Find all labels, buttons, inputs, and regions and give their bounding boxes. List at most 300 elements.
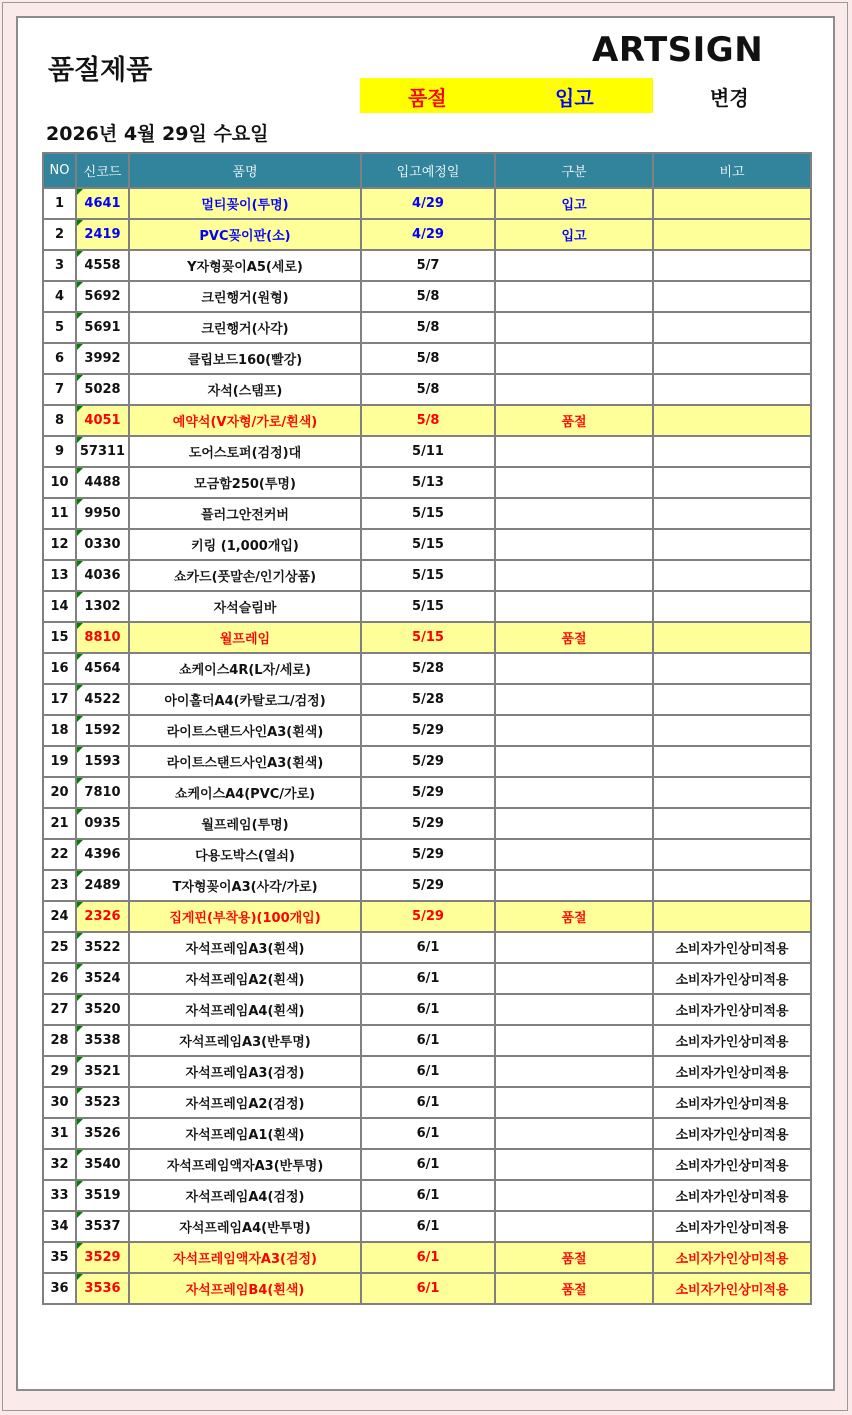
status-type[interactable] bbox=[495, 1180, 653, 1211]
restock-date[interactable]: 5/29 bbox=[361, 777, 495, 808]
restock-date[interactable]: 5/29 bbox=[361, 870, 495, 901]
table-row bbox=[43, 281, 811, 312]
comment-indicator-icon bbox=[77, 437, 83, 443]
product-code[interactable]: 0935 bbox=[76, 808, 129, 839]
row-number[interactable]: 25 bbox=[43, 932, 76, 963]
restock-date[interactable]: 5/8 bbox=[361, 405, 495, 436]
status-type[interactable] bbox=[495, 684, 653, 715]
table-row bbox=[43, 1242, 811, 1273]
product-name[interactable]: 자석프레임A1(흰색) bbox=[129, 1118, 361, 1149]
product-code[interactable]: 3536 bbox=[76, 1273, 129, 1304]
table-row bbox=[43, 436, 811, 467]
row-number[interactable]: 14 bbox=[43, 591, 76, 622]
product-code[interactable]: 3540 bbox=[76, 1149, 129, 1180]
row-number[interactable]: 17 bbox=[43, 684, 76, 715]
table-row bbox=[43, 808, 811, 839]
note-cell[interactable]: 소비자가인상미적용 bbox=[653, 1273, 811, 1304]
product-name[interactable]: 아이홀더A4(카탈로그/검정) bbox=[129, 684, 361, 715]
row-number[interactable]: 2 bbox=[43, 219, 76, 250]
note-cell[interactable] bbox=[653, 374, 811, 405]
table-row bbox=[43, 1056, 811, 1087]
status-type[interactable] bbox=[495, 529, 653, 560]
status-type[interactable] bbox=[495, 560, 653, 591]
restock-date[interactable]: 6/1 bbox=[361, 1273, 495, 1304]
note-cell[interactable]: 소비자가인상미적용 bbox=[653, 932, 811, 963]
product-name[interactable]: 도어스토퍼(검정)대 bbox=[129, 436, 361, 467]
product-name[interactable]: 월프레임 bbox=[129, 622, 361, 653]
restock-date[interactable]: 5/8 bbox=[361, 281, 495, 312]
product-name[interactable]: 월프레임(투명) bbox=[129, 808, 361, 839]
table-row bbox=[43, 188, 811, 219]
row-number[interactable]: 26 bbox=[43, 963, 76, 994]
status-type[interactable] bbox=[495, 250, 653, 281]
column-header: 구분 bbox=[495, 153, 653, 188]
status-type[interactable] bbox=[495, 467, 653, 498]
restock-date[interactable]: 6/1 bbox=[361, 963, 495, 994]
product-code[interactable]: 2326 bbox=[76, 901, 129, 932]
table-row bbox=[43, 1211, 811, 1242]
column-header: 입고예정일 bbox=[361, 153, 495, 188]
restock-date[interactable]: 5/29 bbox=[361, 715, 495, 746]
product-name[interactable]: 예약석(V자형/가로/흰색) bbox=[129, 405, 361, 436]
table-row bbox=[43, 343, 811, 374]
row-number[interactable]: 12 bbox=[43, 529, 76, 560]
table-row bbox=[43, 932, 811, 963]
restock-date[interactable]: 6/1 bbox=[361, 1118, 495, 1149]
row-number[interactable]: 4 bbox=[43, 281, 76, 312]
comment-indicator-icon bbox=[77, 220, 83, 226]
table-row bbox=[43, 653, 811, 684]
comment-indicator-icon bbox=[77, 406, 83, 412]
product-name[interactable]: 쇼카드(풋말손/인기상품) bbox=[129, 560, 361, 591]
soldout-table bbox=[42, 152, 812, 1305]
comment-indicator-icon bbox=[77, 840, 83, 846]
status-type[interactable]: 품절 bbox=[495, 901, 653, 932]
comment-indicator-icon bbox=[77, 902, 83, 908]
restock-date[interactable]: 5/28 bbox=[361, 684, 495, 715]
status-type[interactable] bbox=[495, 343, 653, 374]
product-name[interactable]: 키링 (1,000개입) bbox=[129, 529, 361, 560]
restock-date[interactable]: 5/13 bbox=[361, 467, 495, 498]
table-row bbox=[43, 684, 811, 715]
product-name[interactable]: 자석프레임액자A3(검정) bbox=[129, 1242, 361, 1273]
product-name[interactable]: 자석(스탬프) bbox=[129, 374, 361, 405]
comment-indicator-icon bbox=[77, 1119, 83, 1125]
status-type[interactable]: 품절 bbox=[495, 622, 653, 653]
row-number[interactable]: 3 bbox=[43, 250, 76, 281]
table-row bbox=[43, 901, 811, 932]
restock-date[interactable]: 6/1 bbox=[361, 1149, 495, 1180]
restock-date[interactable]: 5/7 bbox=[361, 250, 495, 281]
comment-indicator-icon bbox=[77, 933, 83, 939]
restock-date[interactable]: 6/1 bbox=[361, 1056, 495, 1087]
row-number[interactable]: 6 bbox=[43, 343, 76, 374]
row-number[interactable]: 23 bbox=[43, 870, 76, 901]
product-code[interactable]: 2419 bbox=[76, 219, 129, 250]
product-name[interactable]: 자석프레임A4(반투명) bbox=[129, 1211, 361, 1242]
comment-indicator-icon bbox=[77, 189, 83, 195]
status-type[interactable]: 입고 bbox=[495, 188, 653, 219]
column-header: NO bbox=[43, 153, 76, 188]
note-cell[interactable] bbox=[653, 436, 811, 467]
row-number[interactable]: 10 bbox=[43, 467, 76, 498]
table-row bbox=[43, 1087, 811, 1118]
restock-date[interactable]: 5/15 bbox=[361, 591, 495, 622]
row-number[interactable]: 16 bbox=[43, 653, 76, 684]
status-type[interactable] bbox=[495, 281, 653, 312]
row-number[interactable]: 24 bbox=[43, 901, 76, 932]
comment-indicator-icon bbox=[77, 964, 83, 970]
note-cell[interactable] bbox=[653, 188, 811, 219]
table-row bbox=[43, 622, 811, 653]
note-cell[interactable] bbox=[653, 219, 811, 250]
row-number[interactable]: 21 bbox=[43, 808, 76, 839]
status-type[interactable] bbox=[495, 839, 653, 870]
product-code[interactable]: 3521 bbox=[76, 1056, 129, 1087]
row-number[interactable]: 20 bbox=[43, 777, 76, 808]
note-cell[interactable] bbox=[653, 653, 811, 684]
restock-date[interactable]: 6/1 bbox=[361, 1180, 495, 1211]
product-name[interactable]: 자석슬림바 bbox=[129, 591, 361, 622]
table-row bbox=[43, 591, 811, 622]
product-name[interactable]: 자석프레임액자A3(반투명) bbox=[129, 1149, 361, 1180]
restock-date[interactable]: 5/15 bbox=[361, 560, 495, 591]
column-header: 품명 bbox=[129, 153, 361, 188]
restock-date[interactable]: 5/29 bbox=[361, 901, 495, 932]
comment-indicator-icon bbox=[77, 1243, 83, 1249]
status-type[interactable] bbox=[495, 715, 653, 746]
table-row bbox=[43, 529, 811, 560]
status-type[interactable] bbox=[495, 1211, 653, 1242]
legend-soldout: 품절 bbox=[408, 86, 447, 110]
restock-date[interactable]: 6/1 bbox=[361, 1087, 495, 1118]
status-type[interactable] bbox=[495, 1087, 653, 1118]
comment-indicator-icon bbox=[77, 592, 83, 598]
row-number[interactable]: 11 bbox=[43, 498, 76, 529]
table-row bbox=[43, 1149, 811, 1180]
product-code[interactable]: 9950 bbox=[76, 498, 129, 529]
header-row bbox=[43, 153, 811, 188]
product-code[interactable]: 3526 bbox=[76, 1118, 129, 1149]
note-cell[interactable] bbox=[653, 622, 811, 653]
product-name[interactable]: 자석프레임A2(검정) bbox=[129, 1087, 361, 1118]
product-name[interactable]: 자석프레임B4(흰색) bbox=[129, 1273, 361, 1304]
product-name[interactable]: 라이트스탠드사인A3(흰색) bbox=[129, 715, 361, 746]
table-row bbox=[43, 219, 811, 250]
product-name[interactable]: 쇼케이스A4(PVC/가로) bbox=[129, 777, 361, 808]
product-code[interactable]: 4396 bbox=[76, 839, 129, 870]
row-number[interactable]: 13 bbox=[43, 560, 76, 591]
product-code[interactable]: 5028 bbox=[76, 374, 129, 405]
product-name[interactable]: 자석프레임A2(흰색) bbox=[129, 963, 361, 994]
row-number[interactable]: 33 bbox=[43, 1180, 76, 1211]
status-type[interactable] bbox=[495, 591, 653, 622]
comment-indicator-icon bbox=[77, 995, 83, 1001]
note-cell[interactable] bbox=[653, 715, 811, 746]
table-row bbox=[43, 312, 811, 343]
comment-indicator-icon bbox=[77, 561, 83, 567]
comment-indicator-icon bbox=[77, 654, 83, 660]
status-type[interactable] bbox=[495, 994, 653, 1025]
note-cell[interactable]: 소비자가인상미적용 bbox=[653, 1242, 811, 1273]
product-name[interactable]: 자석프레임A3(반투명) bbox=[129, 1025, 361, 1056]
note-cell[interactable]: 소비자가인상미적용 bbox=[653, 1180, 811, 1211]
note-cell[interactable]: 소비자가인상미적용 bbox=[653, 994, 811, 1025]
comment-indicator-icon bbox=[77, 1150, 83, 1156]
row-number[interactable]: 28 bbox=[43, 1025, 76, 1056]
product-code[interactable]: 1592 bbox=[76, 715, 129, 746]
row-number[interactable]: 5 bbox=[43, 312, 76, 343]
comment-indicator-icon bbox=[77, 623, 83, 629]
restock-date[interactable]: 5/11 bbox=[361, 436, 495, 467]
product-code[interactable]: 4488 bbox=[76, 467, 129, 498]
row-number[interactable]: 22 bbox=[43, 839, 76, 870]
comment-indicator-icon bbox=[77, 313, 83, 319]
product-code[interactable]: 4641 bbox=[76, 188, 129, 219]
note-cell[interactable] bbox=[653, 343, 811, 374]
row-number[interactable]: 7 bbox=[43, 374, 76, 405]
comment-indicator-icon bbox=[77, 1212, 83, 1218]
product-code[interactable]: 3538 bbox=[76, 1025, 129, 1056]
table-row bbox=[43, 1180, 811, 1211]
note-cell[interactable]: 소비자가인상미적용 bbox=[653, 963, 811, 994]
product-name[interactable]: 클립보드160(빨강) bbox=[129, 343, 361, 374]
legend-restock: 입고 bbox=[555, 86, 594, 110]
column-header: 신코드 bbox=[76, 153, 129, 188]
note-cell[interactable]: 소비자가인상미적용 bbox=[653, 1118, 811, 1149]
report-date: 2026년 4월 29일 수요일 bbox=[46, 123, 269, 145]
brand-logo: ARTSIGN bbox=[592, 30, 764, 70]
product-code[interactable]: 4564 bbox=[76, 653, 129, 684]
note-cell[interactable] bbox=[653, 467, 811, 498]
product-name[interactable]: 자석프레임A3(흰색) bbox=[129, 932, 361, 963]
product-code[interactable]: 57311 bbox=[76, 436, 129, 467]
comment-indicator-icon bbox=[77, 282, 83, 288]
product-code[interactable]: 3519 bbox=[76, 1180, 129, 1211]
restock-date[interactable]: 4/29 bbox=[361, 219, 495, 250]
note-cell[interactable] bbox=[653, 529, 811, 560]
note-cell[interactable] bbox=[653, 498, 811, 529]
product-name[interactable]: PVC꽂이판(소) bbox=[129, 219, 361, 250]
product-name[interactable]: T자형꽂이A3(사각/가로) bbox=[129, 870, 361, 901]
table-row bbox=[43, 963, 811, 994]
product-code[interactable]: 5691 bbox=[76, 312, 129, 343]
status-type[interactable] bbox=[495, 1056, 653, 1087]
product-code[interactable]: 3529 bbox=[76, 1242, 129, 1273]
note-cell[interactable]: 소비자가인상미적용 bbox=[653, 1149, 811, 1180]
column-header: 비고 bbox=[653, 153, 811, 188]
note-cell[interactable]: 소비자가인상미적용 bbox=[653, 1087, 811, 1118]
comment-indicator-icon bbox=[77, 871, 83, 877]
product-code[interactable]: 1593 bbox=[76, 746, 129, 777]
row-number[interactable]: 8 bbox=[43, 405, 76, 436]
restock-date[interactable]: 6/1 bbox=[361, 1211, 495, 1242]
note-cell[interactable]: 소비자가인상미적용 bbox=[653, 1211, 811, 1242]
note-cell[interactable] bbox=[653, 746, 811, 777]
comment-indicator-icon bbox=[77, 685, 83, 691]
restock-date[interactable]: 5/8 bbox=[361, 343, 495, 374]
product-code[interactable]: 3537 bbox=[76, 1211, 129, 1242]
note-cell[interactable] bbox=[653, 560, 811, 591]
status-type[interactable] bbox=[495, 436, 653, 467]
restock-date[interactable]: 5/15 bbox=[361, 498, 495, 529]
product-code[interactable]: 0330 bbox=[76, 529, 129, 560]
comment-indicator-icon bbox=[77, 778, 83, 784]
table-row bbox=[43, 374, 811, 405]
row-number[interactable]: 29 bbox=[43, 1056, 76, 1087]
table-row bbox=[43, 467, 811, 498]
status-type[interactable] bbox=[495, 870, 653, 901]
product-name[interactable]: 쇼케이스4R(L자/세로) bbox=[129, 653, 361, 684]
restock-date[interactable]: 6/1 bbox=[361, 994, 495, 1025]
status-type[interactable]: 품절 bbox=[495, 1242, 653, 1273]
table-row bbox=[43, 746, 811, 777]
comment-indicator-icon bbox=[77, 1088, 83, 1094]
note-cell[interactable]: 소비자가인상미적용 bbox=[653, 1056, 811, 1087]
restock-date[interactable]: 6/1 bbox=[361, 1025, 495, 1056]
product-code[interactable]: 3992 bbox=[76, 343, 129, 374]
restock-date[interactable]: 5/8 bbox=[361, 312, 495, 343]
row-number[interactable]: 15 bbox=[43, 622, 76, 653]
status-type[interactable] bbox=[495, 653, 653, 684]
row-number[interactable]: 18 bbox=[43, 715, 76, 746]
product-code[interactable]: 3524 bbox=[76, 963, 129, 994]
restock-date[interactable]: 5/29 bbox=[361, 808, 495, 839]
table-row bbox=[43, 839, 811, 870]
status-type[interactable] bbox=[495, 1025, 653, 1056]
status-type[interactable]: 품절 bbox=[495, 1273, 653, 1304]
status-type[interactable] bbox=[495, 963, 653, 994]
comment-indicator-icon bbox=[77, 809, 83, 815]
comment-indicator-icon bbox=[77, 1026, 83, 1032]
product-code[interactable]: 3520 bbox=[76, 994, 129, 1025]
row-number[interactable]: 32 bbox=[43, 1149, 76, 1180]
comment-indicator-icon bbox=[77, 1181, 83, 1187]
product-name[interactable]: 자석프레임A4(검정) bbox=[129, 1180, 361, 1211]
product-name[interactable]: 모금함250(투명) bbox=[129, 467, 361, 498]
restock-date[interactable]: 5/8 bbox=[361, 374, 495, 405]
product-code[interactable]: 1302 bbox=[76, 591, 129, 622]
note-cell[interactable]: 소비자가인상미적용 bbox=[653, 1025, 811, 1056]
note-cell[interactable] bbox=[653, 808, 811, 839]
row-number[interactable]: 1 bbox=[43, 188, 76, 219]
row-number[interactable]: 9 bbox=[43, 436, 76, 467]
note-cell[interactable] bbox=[653, 839, 811, 870]
note-cell[interactable] bbox=[653, 901, 811, 932]
status-type[interactable] bbox=[495, 312, 653, 343]
status-type[interactable] bbox=[495, 777, 653, 808]
restock-date[interactable]: 5/29 bbox=[361, 839, 495, 870]
product-code[interactable]: 2489 bbox=[76, 870, 129, 901]
product-code[interactable]: 4522 bbox=[76, 684, 129, 715]
product-name[interactable]: 다용도박스(열쇠) bbox=[129, 839, 361, 870]
product-code[interactable]: 4051 bbox=[76, 405, 129, 436]
comment-indicator-icon bbox=[77, 1274, 83, 1280]
product-code[interactable]: 3522 bbox=[76, 932, 129, 963]
row-number[interactable]: 36 bbox=[43, 1273, 76, 1304]
table-row bbox=[43, 715, 811, 746]
product-code[interactable]: 7810 bbox=[76, 777, 129, 808]
product-name[interactable]: 자석프레임A4(흰색) bbox=[129, 994, 361, 1025]
restock-date[interactable]: 6/1 bbox=[361, 1242, 495, 1273]
legend-bar bbox=[360, 78, 653, 113]
note-cell[interactable] bbox=[653, 281, 811, 312]
product-name[interactable]: 라이트스탠드사인A3(흰색) bbox=[129, 746, 361, 777]
row-number[interactable]: 27 bbox=[43, 994, 76, 1025]
status-type[interactable] bbox=[495, 1118, 653, 1149]
product-name[interactable]: 멀티꽂이(투명) bbox=[129, 188, 361, 219]
table-row bbox=[43, 250, 811, 281]
product-name[interactable]: 집게핀(부착용)(100개입) bbox=[129, 901, 361, 932]
note-cell[interactable] bbox=[653, 405, 811, 436]
status-type[interactable] bbox=[495, 1149, 653, 1180]
table-row bbox=[43, 870, 811, 901]
note-cell[interactable] bbox=[653, 312, 811, 343]
status-type[interactable] bbox=[495, 808, 653, 839]
row-number[interactable]: 19 bbox=[43, 746, 76, 777]
note-cell[interactable] bbox=[653, 777, 811, 808]
product-name[interactable]: 자석프레임A3(검정) bbox=[129, 1056, 361, 1087]
comment-indicator-icon bbox=[77, 468, 83, 474]
product-code[interactable]: 4036 bbox=[76, 560, 129, 591]
product-name[interactable]: 크린행거(사각) bbox=[129, 312, 361, 343]
row-number[interactable]: 30 bbox=[43, 1087, 76, 1118]
note-cell[interactable] bbox=[653, 250, 811, 281]
restock-date[interactable]: 5/15 bbox=[361, 622, 495, 653]
restock-date[interactable]: 5/15 bbox=[361, 529, 495, 560]
product-code[interactable]: 8810 bbox=[76, 622, 129, 653]
table-body bbox=[43, 188, 811, 1304]
product-name[interactable]: Y자형꽂이A5(세로) bbox=[129, 250, 361, 281]
legend-change: 변경 bbox=[710, 86, 749, 110]
comment-indicator-icon bbox=[77, 530, 83, 536]
table-row bbox=[43, 1273, 811, 1304]
table-row bbox=[43, 1025, 811, 1056]
status-type[interactable] bbox=[495, 374, 653, 405]
page-title: 품절제품 bbox=[48, 55, 153, 86]
note-cell[interactable] bbox=[653, 684, 811, 715]
restock-date[interactable]: 5/28 bbox=[361, 653, 495, 684]
restock-date[interactable]: 4/29 bbox=[361, 188, 495, 219]
table-row bbox=[43, 1118, 811, 1149]
product-code[interactable]: 5692 bbox=[76, 281, 129, 312]
product-code[interactable]: 3523 bbox=[76, 1087, 129, 1118]
status-type[interactable] bbox=[495, 498, 653, 529]
product-name[interactable]: 크린행거(원형) bbox=[129, 281, 361, 312]
product-name[interactable]: 플러그안전커버 bbox=[129, 498, 361, 529]
comment-indicator-icon bbox=[77, 747, 83, 753]
row-number[interactable]: 34 bbox=[43, 1211, 76, 1242]
status-type[interactable]: 품절 bbox=[495, 405, 653, 436]
comment-indicator-icon bbox=[77, 251, 83, 257]
note-cell[interactable] bbox=[653, 591, 811, 622]
comment-indicator-icon bbox=[77, 716, 83, 722]
table-row bbox=[43, 560, 811, 591]
note-cell[interactable] bbox=[653, 870, 811, 901]
restock-date[interactable]: 5/29 bbox=[361, 746, 495, 777]
row-number[interactable]: 31 bbox=[43, 1118, 76, 1149]
comment-indicator-icon bbox=[77, 375, 83, 381]
table-row bbox=[43, 498, 811, 529]
table-row bbox=[43, 777, 811, 808]
comment-indicator-icon bbox=[77, 499, 83, 505]
status-type[interactable]: 입고 bbox=[495, 219, 653, 250]
status-type[interactable] bbox=[495, 746, 653, 777]
status-type[interactable] bbox=[495, 932, 653, 963]
row-number[interactable]: 35 bbox=[43, 1242, 76, 1273]
product-code[interactable]: 4558 bbox=[76, 250, 129, 281]
restock-date[interactable]: 6/1 bbox=[361, 932, 495, 963]
